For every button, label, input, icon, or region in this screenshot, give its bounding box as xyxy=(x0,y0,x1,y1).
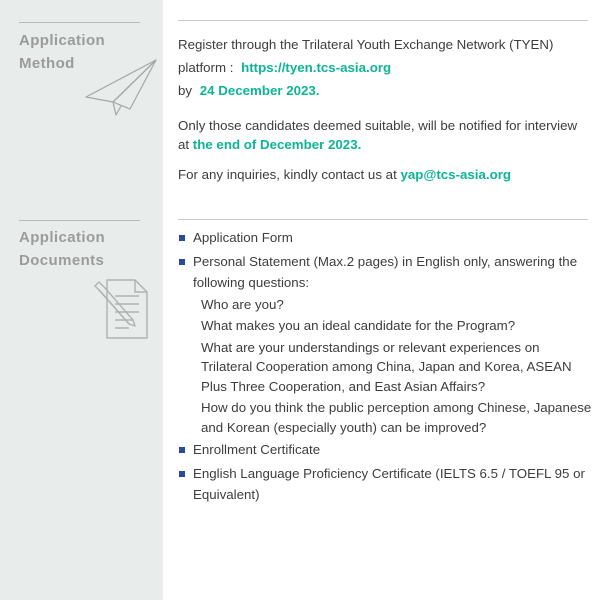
inquiry-paragraph xyxy=(178,165,592,184)
list-item-text: Personal Statement (Max.2 pages) in English only, answering the following questions: xyxy=(193,253,578,290)
platform-prefix: platform : xyxy=(178,60,234,75)
register-line: Register through the Trilateral Youth Exchange Network (TYEN) xyxy=(178,37,554,52)
inquiry-prefix: For any inquiries, kindly contact us at xyxy=(178,167,397,182)
list-item-text: Enrollment Certificate xyxy=(193,442,321,457)
notice-highlight: the end of December 2023. xyxy=(192,137,362,152)
method-text xyxy=(178,33,592,184)
question: What makes you an ideal candidate for the Program? xyxy=(201,318,516,333)
sidebar-rule-documents xyxy=(19,220,140,221)
sidebar xyxy=(0,0,163,600)
documents-list xyxy=(178,227,592,506)
question: What are your understandings or relevant experiences on Trilateral Cooperation among China, Japan and Korea, ASEAN Plus Three Cooperation, and East Asian Affairs? xyxy=(201,339,572,394)
list-item xyxy=(178,227,592,249)
notice-paragraph xyxy=(178,116,592,154)
list-item xyxy=(178,463,592,506)
notice-line: Only those candidates deemed suitable, will be notified for interview xyxy=(178,118,578,133)
notice-line xyxy=(178,135,592,154)
sidebar-rule-method xyxy=(19,22,140,23)
heading-line: Application xyxy=(19,32,106,49)
question: How do you think the public perception among Chinese, Japanese and Korean (especially youth) can be improved? xyxy=(201,400,592,435)
heading-application-documents xyxy=(19,226,159,272)
heading-line: Application xyxy=(19,229,106,246)
list-item xyxy=(178,439,592,461)
question: Who are you? xyxy=(201,296,284,312)
register-paragraph xyxy=(178,33,592,102)
documents-text xyxy=(178,227,592,508)
divider-documents xyxy=(178,219,588,220)
pencil-document-icon xyxy=(89,276,153,348)
list-item xyxy=(178,251,592,438)
notice-prefix: at xyxy=(178,137,190,152)
list-item-text: Application Form xyxy=(193,230,293,245)
list-item-text: English Language Proficiency Certificate (IELTS 6.5 / TOEFL 95 or Equivalent) xyxy=(193,465,585,502)
heading-line: Method xyxy=(19,55,75,72)
deadline-line xyxy=(178,79,592,102)
tyen-platform-link[interactable]: https://tyen.tcs-asia.org xyxy=(241,60,392,75)
platform-line xyxy=(178,56,592,79)
heading-line: Documents xyxy=(19,252,105,269)
divider-method xyxy=(178,20,588,21)
paper-plane-icon xyxy=(83,57,159,119)
deadline-prefix: by xyxy=(178,83,193,98)
inquiry-email-link[interactable]: yap@tcs-asia.org xyxy=(400,167,511,182)
deadline-date: 24 December 2023. xyxy=(199,83,320,98)
question-list xyxy=(193,295,592,438)
